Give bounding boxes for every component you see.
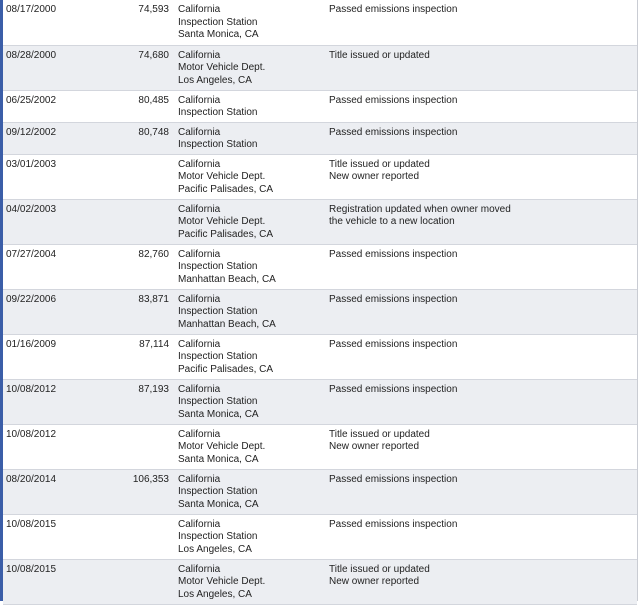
mileage-cell bbox=[115, 514, 175, 559]
source-line: Motor Vehicle Dept. bbox=[178, 171, 266, 183]
source-line: Motor Vehicle Dept. bbox=[178, 576, 266, 588]
mileage-cell: 83,871 bbox=[115, 289, 175, 334]
source-line: Inspection Station bbox=[178, 351, 258, 363]
table-row bbox=[3, 244, 637, 289]
details-line: Passed emissions inspection bbox=[329, 383, 458, 395]
table-row bbox=[3, 559, 637, 604]
mileage-cell: 87,114 bbox=[115, 334, 175, 379]
details-line: Passed emissions inspection bbox=[329, 94, 458, 106]
source-line: Santa Monica, CA bbox=[178, 498, 259, 510]
source-line: Los Angeles, CA bbox=[178, 588, 252, 600]
source-cell bbox=[175, 244, 329, 289]
source-line: California bbox=[178, 473, 221, 485]
source-line: Los Angeles, CA bbox=[178, 543, 252, 555]
source-line: Motor Vehicle Dept. bbox=[178, 441, 266, 453]
source-line: Pacific Palisades, CA bbox=[178, 363, 274, 375]
date-cell: 08/20/2014 bbox=[3, 469, 115, 514]
source-cell bbox=[175, 90, 329, 122]
details-line: Title issued or updated bbox=[329, 49, 430, 61]
mileage-cell: 80,485 bbox=[115, 90, 175, 122]
details-cell bbox=[329, 289, 637, 334]
date-cell: 09/22/2006 bbox=[3, 289, 115, 334]
date-cell: 10/08/2015 bbox=[3, 514, 115, 559]
source-line: California bbox=[178, 293, 221, 305]
source-cell bbox=[175, 514, 329, 559]
details-cell bbox=[329, 424, 637, 469]
table-row bbox=[3, 0, 637, 45]
details-cell bbox=[329, 154, 637, 199]
details-line: Passed emissions inspection bbox=[329, 473, 458, 485]
source-line: Inspection Station bbox=[178, 486, 258, 498]
source-cell bbox=[175, 0, 329, 45]
details-cell bbox=[329, 244, 637, 289]
source-line: Motor Vehicle Dept. bbox=[178, 216, 266, 228]
source-cell bbox=[175, 45, 329, 90]
mileage-cell: 87,193 bbox=[115, 379, 175, 424]
table-row bbox=[3, 424, 637, 469]
source-cell bbox=[175, 469, 329, 514]
source-line: Manhattan Beach, CA bbox=[178, 273, 276, 285]
details-line: Passed emissions inspection bbox=[329, 4, 458, 15]
source-line: Santa Monica, CA bbox=[178, 408, 259, 420]
table-row bbox=[3, 154, 637, 199]
mileage-cell: 80,748 bbox=[115, 122, 175, 154]
source-line: California bbox=[178, 248, 221, 260]
mileage-cell: 82,760 bbox=[115, 244, 175, 289]
details-line: New owner reported bbox=[329, 576, 420, 588]
source-line: Inspection Station bbox=[178, 396, 258, 408]
mileage-cell bbox=[115, 424, 175, 469]
source-line: Inspection Station bbox=[178, 139, 258, 151]
source-line: California bbox=[178, 563, 221, 575]
table-row bbox=[3, 90, 637, 122]
source-cell bbox=[175, 122, 329, 154]
details-line: the vehicle to a new location bbox=[329, 216, 455, 228]
source-line: Inspection Station bbox=[178, 16, 258, 28]
details-line: Passed emissions inspection bbox=[329, 518, 458, 530]
source-line: Motor Vehicle Dept. bbox=[178, 62, 266, 74]
details-line: Passed emissions inspection bbox=[329, 248, 458, 260]
details-line: Passed emissions inspection bbox=[329, 126, 458, 138]
history-table-body bbox=[3, 0, 637, 604]
date-cell: 04/02/2003 bbox=[3, 199, 115, 244]
source-line: California bbox=[178, 4, 221, 15]
source-line: Santa Monica, CA bbox=[178, 29, 259, 41]
source-cell bbox=[175, 379, 329, 424]
details-cell bbox=[329, 90, 637, 122]
source-cell bbox=[175, 424, 329, 469]
source-line: California bbox=[178, 338, 221, 350]
date-cell: 09/12/2002 bbox=[3, 122, 115, 154]
source-line: Inspection Station bbox=[178, 531, 258, 543]
source-line: Manhattan Beach, CA bbox=[178, 318, 276, 330]
details-cell bbox=[329, 514, 637, 559]
source-line: Inspection Station bbox=[178, 107, 258, 119]
source-line: California bbox=[178, 49, 221, 61]
source-cell bbox=[175, 334, 329, 379]
table-row bbox=[3, 289, 637, 334]
source-cell bbox=[175, 154, 329, 199]
details-cell bbox=[329, 469, 637, 514]
source-line: California bbox=[178, 94, 221, 106]
details-cell bbox=[329, 45, 637, 90]
source-cell bbox=[175, 199, 329, 244]
details-line: Title issued or updated bbox=[329, 158, 430, 170]
table-row bbox=[3, 469, 637, 514]
date-cell: 06/25/2002 bbox=[3, 90, 115, 122]
table-row bbox=[3, 514, 637, 559]
source-cell bbox=[175, 559, 329, 604]
mileage-cell bbox=[115, 199, 175, 244]
table-row bbox=[3, 334, 637, 379]
source-line: Los Angeles, CA bbox=[178, 74, 252, 86]
source-line: Pacific Palisades, CA bbox=[178, 183, 274, 195]
details-cell bbox=[329, 0, 637, 45]
details-cell bbox=[329, 122, 637, 154]
details-cell bbox=[329, 334, 637, 379]
source-line: California bbox=[178, 518, 221, 530]
date-cell: 07/27/2004 bbox=[3, 244, 115, 289]
date-cell: 01/16/2009 bbox=[3, 334, 115, 379]
table-row bbox=[3, 122, 637, 154]
details-line: New owner reported bbox=[329, 171, 420, 183]
details-line: Title issued or updated bbox=[329, 428, 430, 440]
source-line: California bbox=[178, 158, 221, 170]
mileage-cell: 74,680 bbox=[115, 45, 175, 90]
date-cell: 03/01/2003 bbox=[3, 154, 115, 199]
details-line: Title issued or updated bbox=[329, 563, 430, 575]
source-line: California bbox=[178, 383, 221, 395]
source-cell bbox=[175, 289, 329, 334]
source-line: California bbox=[178, 126, 221, 138]
history-table bbox=[3, 0, 637, 605]
source-line: Inspection Station bbox=[178, 306, 258, 318]
mileage-cell: 106,353 bbox=[115, 469, 175, 514]
mileage-cell bbox=[115, 154, 175, 199]
source-line: California bbox=[178, 428, 221, 440]
date-cell: 10/08/2012 bbox=[3, 379, 115, 424]
date-cell: 08/28/2000 bbox=[3, 45, 115, 90]
mileage-cell bbox=[115, 559, 175, 604]
details-line: Registration updated when owner moved bbox=[329, 203, 511, 215]
details-line: New owner reported bbox=[329, 441, 420, 453]
details-cell bbox=[329, 379, 637, 424]
details-cell bbox=[329, 559, 637, 604]
details-cell bbox=[329, 199, 637, 244]
table-row bbox=[3, 199, 637, 244]
details-line: Passed emissions inspection bbox=[329, 293, 458, 305]
source-line: Santa Monica, CA bbox=[178, 453, 259, 465]
mileage-cell: 74,593 bbox=[115, 0, 175, 45]
source-line: California bbox=[178, 203, 221, 215]
table-row bbox=[3, 45, 637, 90]
details-line: Passed emissions inspection bbox=[329, 338, 458, 350]
date-cell: 10/08/2012 bbox=[3, 424, 115, 469]
date-cell: 08/17/2000 bbox=[3, 0, 115, 45]
source-line: Inspection Station bbox=[178, 261, 258, 273]
date-cell: 10/08/2015 bbox=[3, 559, 115, 604]
source-line: Pacific Palisades, CA bbox=[178, 228, 274, 240]
table-row bbox=[3, 379, 637, 424]
